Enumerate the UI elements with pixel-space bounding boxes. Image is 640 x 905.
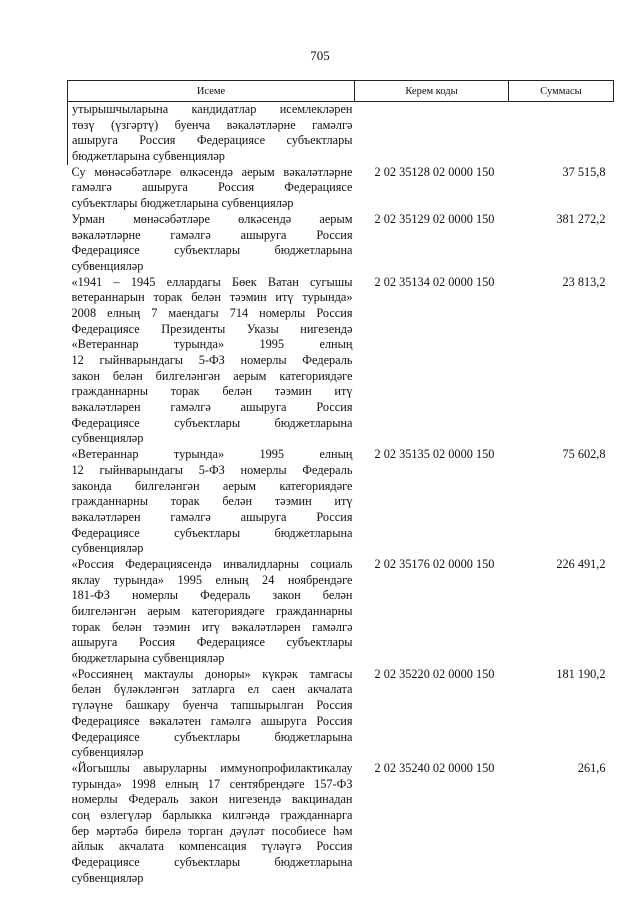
row-code: 2 02 35176 02 0000 150 (374, 556, 495, 571)
row-code: 2 02 35134 02 0000 150 (374, 274, 495, 289)
header-name: Исеме (68, 81, 355, 102)
row-name (68, 667, 355, 761)
row-code: 2 02 35240 02 0000 150 (374, 760, 495, 775)
row-name-line: яклау турында» 1995 елның 24 ноябрендәге (71, 572, 353, 587)
row-name-line: субвенцияләр (71, 258, 144, 273)
row-name-line: гражданнарны торак белән тәэмин итү (71, 494, 353, 509)
row-name-line: вәкаләтләрен гамәлгә ашыруга Россия (71, 509, 353, 524)
row-name (68, 165, 355, 212)
row-sum: 261,6 (577, 760, 606, 775)
row-name-line: утырышчыларына кандидатлар исемлекләрен (72, 102, 353, 116)
row-name-line: вәкаләтләрен гамәлгә ашыруга Россия (71, 400, 353, 415)
row-name (68, 557, 355, 667)
row-name-line: субвенцияләр (71, 745, 144, 760)
row-name-line: «Ветераннар турында» 1995 елның (71, 447, 353, 462)
row-code: 2 02 35128 02 0000 150 (374, 164, 495, 179)
table-row (68, 212, 614, 275)
row-name-line: соң өзлегүләр барлыкка килгәндә гражданнарга (71, 807, 353, 822)
table-row (68, 557, 614, 667)
table-row (68, 761, 614, 887)
row-name (68, 275, 355, 448)
row-name-line: Федерациясе Президенты Указы нигезендә (71, 321, 353, 336)
row-name-line: вәкаләтләрне гамәлгә ашыруга Россия (71, 227, 353, 242)
row-name-line: ашыруга Россия Федерациясе субъектлары (71, 635, 353, 650)
header-sum: Суммасы (509, 81, 614, 102)
row-name (68, 102, 355, 165)
row-name-line: бюджетларына субвенцияләр (72, 149, 225, 164)
row-name-line: гамәлгә ашыруга Россия Федерациясе (71, 180, 353, 195)
table-row (68, 275, 614, 448)
row-name-line: закон белән билгеләнгән аерым категориядәге (71, 368, 353, 383)
row-name-line: төзү (үзгәртү) буенча вәкаләтләрне гамәлгә (72, 117, 353, 132)
row-sum: 226 491,2 (556, 556, 606, 571)
row-name-line: айлык акчалата компенсация түләүгә Россия (71, 839, 353, 854)
table-row (68, 165, 614, 212)
row-name-line: субвенцияләр (71, 541, 144, 556)
row-name-line: турында» 1998 елның 17 сентябрендәге 157-ФЗ (71, 776, 353, 791)
row-name-line: бер мәртәбә бирелә торган дәүләт пособиесе һәм (71, 823, 353, 838)
row-name-line: ветераннарын торак белән тәэмин итү турында» (71, 290, 353, 305)
row-name-line: «1941 – 1945 еллардагы Бөек Ватан сугышы (71, 274, 353, 289)
row-sum: 37 515,8 (562, 164, 606, 179)
row-name-line: бюджетларына субвенцияләр (71, 651, 225, 666)
row-name-line: торак белән тәэмин итү вәкаләтләрен гамәлгә (71, 619, 353, 634)
row-name-line: 181-ФЗ номерлы Федераль закон белән (71, 588, 353, 603)
row-name-line: Федерациясе субъектлары бюджетларына (71, 525, 353, 540)
row-name-line: Федерациясе вәкаләтен гамәлгә ашыруга Россия (71, 713, 353, 728)
page-number: 705 (310, 48, 330, 63)
row-name (68, 447, 355, 557)
row-sum (509, 102, 614, 165)
table-row (68, 102, 614, 165)
row-name (68, 212, 355, 275)
row-name-line: субъектлары бюджетларына субвенцияләр (71, 196, 294, 211)
row-name-line: субвенцияләр (71, 431, 144, 446)
header-row (68, 81, 614, 102)
row-name-line: Федерациясе субъектлары бюджетларына (71, 243, 353, 258)
row-name-line: 12 гыйнварындагы 5-ФЗ номерлы Федераль (71, 462, 353, 477)
row-name-line: Федерациясе субъектлары бюджетларына (71, 729, 353, 744)
row-name-line: түләүне башкару буенча тапшырылган Россия (71, 698, 353, 713)
row-name-line: Федерациясе субъектлары бюджетларына (71, 415, 353, 430)
row-sum: 381 272,2 (556, 211, 606, 226)
row-sum: 181 190,2 (556, 666, 606, 681)
row-name-line: ашыруга Россия Федерациясе субъектлары (72, 133, 353, 148)
row-name-line: номерлы Федераль закон нигезендә вакцинадан (71, 792, 353, 807)
header-code: Керем коды (355, 81, 509, 102)
row-code: 2 02 35220 02 0000 150 (374, 666, 495, 681)
row-name (68, 761, 355, 887)
row-sum: 23 813,2 (562, 274, 606, 289)
row-sum: 75 602,8 (562, 447, 606, 462)
row-name-line: «Россия Федерациясендә инвалидларны социаль (71, 556, 353, 571)
row-name-line: билгеләнгән аерым категориядәге гражданнарны (71, 604, 353, 618)
row-code (355, 102, 509, 165)
row-name-line: законда билгеләнгән аерым категориядәге (71, 478, 353, 493)
budget-table (67, 80, 614, 886)
row-code: 2 02 35129 02 0000 150 (374, 211, 495, 226)
row-name-line: «Ветераннар турында» 1995 елның (71, 337, 353, 352)
row-name-line: субвенцияләр (71, 870, 144, 885)
row-name-line: Федерациясе субъектлары бюджетларына (71, 855, 353, 869)
row-name-line: белән бүләкләнгән затларга ел саен акчалата (71, 682, 353, 697)
row-name-line: 12 гыйнварындагы 5-ФЗ номерлы Федераль (71, 353, 353, 367)
row-name-line: Су мөнәсәбәтләре өлкәсендә аерым вәкаләтләрне (71, 164, 353, 179)
row-name-line: 2008 елның 7 маендагы 714 номерлы Россия (71, 305, 353, 320)
row-code: 2 02 35135 02 0000 150 (374, 447, 495, 462)
row-name-line: Урман мөнәсәбәтләре өлкәсендә аерым (71, 211, 353, 226)
table-row (68, 667, 614, 761)
row-name-line: гражданнарны торак белән тәэмин итү (71, 384, 353, 399)
table-header (68, 81, 614, 102)
row-name-line: «Йогышлы авыруларны иммунопрофилактикалау (71, 760, 353, 775)
row-name-line: «Россиянең мактаулы доноры» күкрәк тамгасы (71, 666, 353, 681)
table-body (68, 102, 614, 887)
table-row (68, 447, 614, 557)
